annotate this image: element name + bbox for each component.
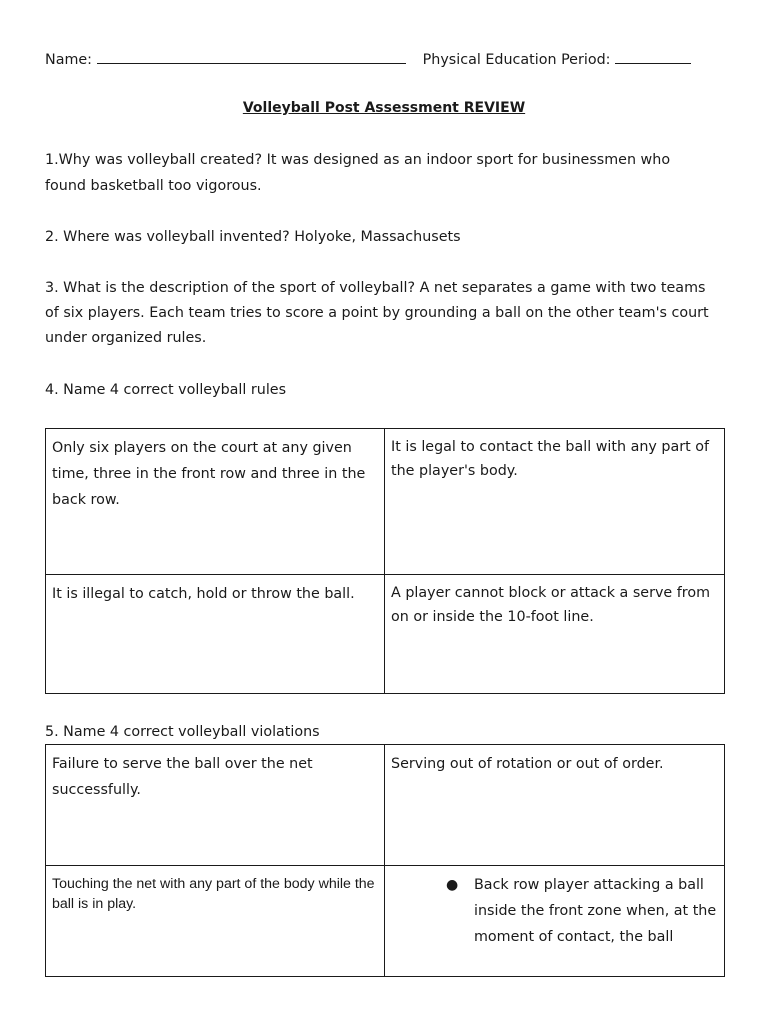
rules-cell-2: It is legal to contact the ball with any part of the player's body. <box>385 429 725 575</box>
question-1-line-1: 1.Why was volleyball created? It was designed as an indoor sport for businessmen who <box>45 152 671 168</box>
bullet-icon: ● <box>446 877 459 893</box>
question-5-prompt: 5. Name 4 correct volleyball violations <box>45 724 320 740</box>
rules-cell-4: A player cannot block or attack a serve from on or inside the 10-foot line. <box>385 575 725 694</box>
violations-cell-3: Touching the net with any part of the body while the ball is in play. <box>46 866 385 977</box>
violations-table <box>45 744 725 977</box>
period-label: Physical Education Period: <box>422 52 611 68</box>
name-blank[interactable] <box>97 48 406 64</box>
student-header <box>45 48 705 68</box>
period-blank[interactable] <box>615 48 691 64</box>
violations-cell-2: Serving out of rotation or out of order. <box>385 745 725 866</box>
question-3-line-1: 3. What is the description of the sport of volleyball? A net separates a game with two teams <box>45 280 706 296</box>
question-3-line-2: of six players. Each team tries to score a point by grounding a ball on the other team's court <box>45 305 709 321</box>
question-4-prompt: 4. Name 4 correct volleyball rules <box>45 382 287 398</box>
rules-cell-1: Only six players on the court at any given time, three in the front row and three in the back row. <box>46 429 385 575</box>
bulleted-item: ● Back row player attacking a ball inside the front zone when, at the moment of contact, the ball <box>391 872 718 950</box>
question-3-line-3: under organized rules. <box>45 330 207 346</box>
rules-cell-3: It is illegal to catch, hold or throw the ball. <box>46 575 385 694</box>
page-title: Volleyball Post Assessment REVIEW <box>242 100 526 116</box>
violations-cell-4 <box>385 866 725 977</box>
question-2-line-1: 2. Where was volleyball invented? Holyoke, Massachusets <box>45 229 461 245</box>
name-label: Name: <box>45 52 92 68</box>
question-1-line-2: found basketball too vigorous. <box>45 178 262 194</box>
violations-cell-1: Failure to serve the ball over the net successfully. <box>46 745 385 866</box>
rules-table <box>45 428 725 694</box>
